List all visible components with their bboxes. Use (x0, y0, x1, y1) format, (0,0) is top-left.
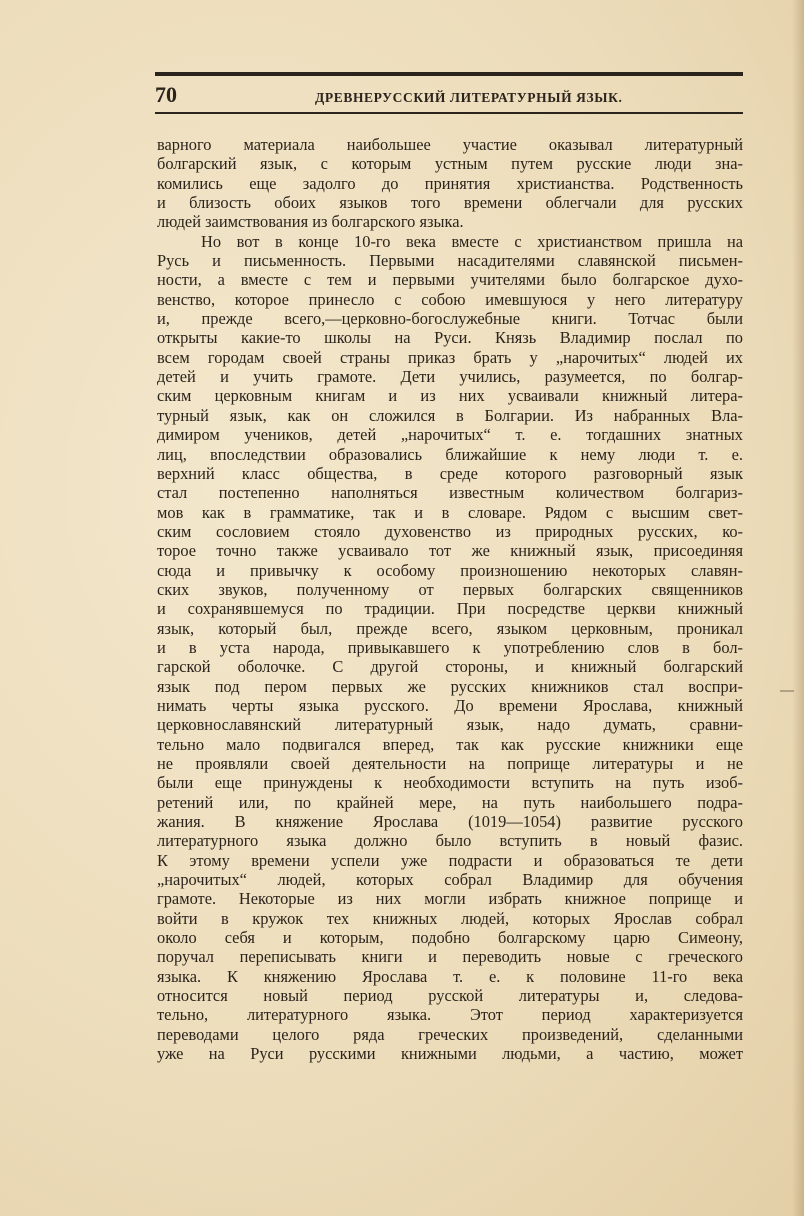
text-line: поручал переписывать книги и переводить новые с греческого (157, 947, 743, 967)
text-line: димиром учеников, детей „нарочитых“ т. е. тогдашних знатных (157, 425, 743, 445)
page-number: 70 (155, 82, 177, 107)
text-line: ским сословием стояло духовенство из природных русских, ко- (157, 521, 743, 541)
text-line: языка. К княжению Ярослава т. е. к половине 11-го века (157, 966, 743, 986)
text-line: церковнославянский литературный язык, надо думать, сравни- (157, 715, 743, 735)
text-line: „нарочитых“ людей, которых собрал Владимир для обучения (157, 870, 743, 890)
text-line: около себя и которым, подобно болгарскому царю Симеону, (157, 928, 743, 948)
text-line: людей заимствования из болгарского языка. (157, 212, 464, 232)
text-line: язык под пером первых же русских книжников стал воспри- (157, 676, 743, 696)
text-line: К этому времени успели уже подрасти и образоваться те дети (157, 850, 743, 870)
text-line: и в уста народа, привыкавшего к употреблению слов в бол- (157, 637, 743, 657)
text-line: и близость обоих языков того времени облегчали для русских (157, 193, 743, 213)
text-line: язык, который был, прежде всего, языком церковным, проникал (157, 618, 743, 638)
text-line: Но вот в конце 10-го века вместе с христианством пришла на (201, 231, 743, 251)
text-line: ских звуков, полученному от первых болгарских священников (157, 579, 743, 599)
text-line: комились еще задолго до принятия христианства. Родственность (157, 173, 743, 193)
text-line: ности, а вместе с тем и первыми учителями было болгарское духо- (157, 270, 743, 290)
body-text (157, 135, 743, 1064)
page-edge-shadow (792, 0, 804, 1216)
text-line: лиц, впоследствии образовались ближайшие к нему люди т. е. (157, 444, 743, 464)
text-line: тельно, литературного языка. Этот период характеризуется (157, 1005, 743, 1025)
text-line: ретений или, по крайней мере, на путь наибольшего подра- (157, 792, 743, 812)
text-line: открыты какие-то школы на Руси. Князь Владимир послал по (157, 328, 743, 348)
text-line: литературного языка должно было вступить в новый фазис. (157, 831, 743, 851)
text-line: болгарский язык, с которым устным путем русские люди зна- (157, 154, 743, 174)
text-line: гарской оболочке. С другой стороны, и книжный болгарский (157, 657, 743, 677)
text-line: и, прежде всего,—церковно-богослужебные книги. Тотчас были (157, 309, 743, 329)
text-line: венство, которое принесло с собою имевшуюся у него литературу (157, 289, 743, 309)
text-line: всем городам своей страны приказ брать у „нарочитых“ людей их (157, 347, 743, 367)
header-bottom-rule (155, 112, 743, 114)
text-line: переводами целого ряда греческих произведений, сделанными (157, 1024, 743, 1044)
text-line: относится новый период русской литературы и, следова- (157, 986, 743, 1006)
running-title: ДРЕВНЕРУССКИЙ ЛИТЕРАТУРНЫЙ ЯЗЫК. (315, 90, 623, 105)
text-line: сюда и привычку к особому произношению некоторых славян- (157, 560, 743, 580)
text-line: тельно мало подвигался вперед, так как русские книжники еще (157, 734, 743, 754)
header-top-rule (155, 72, 743, 76)
text-line: были еще принуждены к необходимости вступить на путь изоб- (157, 773, 743, 793)
text-line: грамоте. Некоторые из них могли избрать книжное поприще и (157, 889, 743, 909)
text-line: Русь и письменность. Первыми насадителями славянской письмен- (157, 251, 743, 271)
text-line: стал постепенно наполняться известным количеством болгариз- (157, 483, 743, 503)
text-line: детей и учить грамоте. Дети учились, разумеется, по болгар- (157, 367, 743, 387)
text-line: войти в кружок тех книжных людей, которых Ярослав собрал (157, 908, 743, 928)
text-line: нимать черты языка русского. До времени Ярослава, книжный (157, 695, 743, 715)
text-line: варного материала наибольшее участие оказывал литературный (157, 135, 743, 154)
text-line: и сохранявшемуся по традиции. При посредстве церкви книжный (157, 599, 743, 619)
text-line: ским церковным книгам и из них усваивали книжный литера- (157, 386, 743, 406)
text-line: турный язык, как он сложился в Болгарии. Из набранных Вла- (157, 405, 743, 425)
text-line: жания. В княжение Ярослава (1019—1054) развитие русского (157, 812, 743, 832)
text-line: уже на Руси русскими книжными людьми, а частию, может (157, 1044, 743, 1064)
text-line: верхний класс общества, в среде которого разговорный язык (157, 463, 743, 483)
text-line: мов как в грамматике, так и в словаре. Рядом с высшим свет- (157, 502, 743, 522)
text-line: не проявляли своей деятельности на поприще литературы и не (157, 754, 743, 773)
page-header (155, 82, 743, 112)
text-line: торое точно также усваивало тот же книжный язык, присоединяя (157, 541, 743, 561)
